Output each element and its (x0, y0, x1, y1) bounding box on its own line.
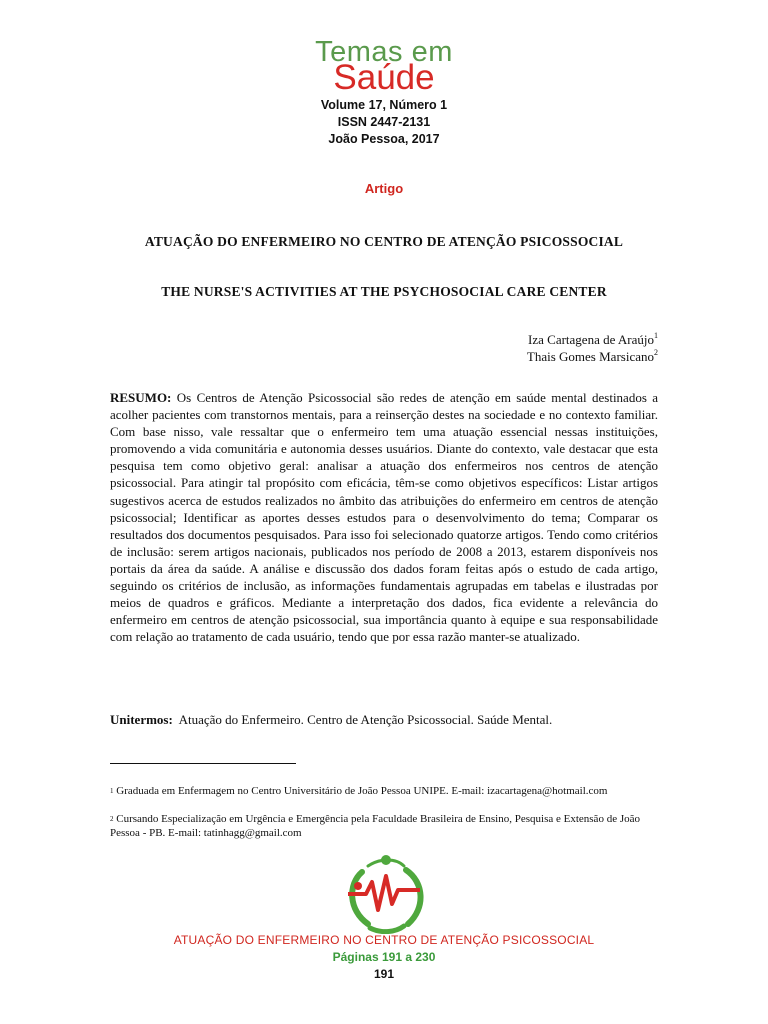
abstract-text: Os Centros de Atenção Psicossocial são redes de atenção em saúde mental destinados a acolher pacientes com transtornos mentais, para a reinserção destes na sociedade e no contexto familiar. Com base nisso, vale ressaltar que o enfermeiro tem uma atuação essencial nessas instituições, promovendo a vida comunitária e autonomia desses usuários. Diante do contexto, vale destacar que esta pesquisa tem como objetivo geral: analisar a atuação dos enfermeiros nos centros de atenção psicossocial. Para atingir tal propósito com eficácia, têm-se como objetivos específicos: Listar artigos sugestivos acerca de estudos realizados no âmbito das atribuições do enfermeiro em centros de atenção psicossocial; Identificar as aportes desses estudos para o desenvolvimento do tema; Comparar os resultados dos documentos pesquisados. Para isso foi selecionado quatorze artigos. Tendo como critérios de inclusão: serem artigos nacionais, publicados nos período de 2008 a 2013, estarem disponíveis nos portais da área da saúde. A análise e discussão dos dados foram feitas após o estudo de cada artigo, seguindo os critérios de inclusão, as informações fundamentais agrupadas em tabelas e ilustradas por meios de quadros e gráficos. Mediante a interpretação dos dados, fica evidente a relevância do enfermeiro em centros de atenção psicossocial, sua importância quanto à equipe e sua responsabilidade com relação ao tratamento de cada usuário, tendo que por essa razão manter-se atualizado. (110, 390, 659, 645)
title-english: THE NURSE'S ACTIVITIES AT THE PSYCHOSOCIAL CARE CENTER (161, 284, 607, 299)
footnote-separator (110, 763, 296, 764)
page-number: 191 (373, 967, 395, 981)
section-label: Artigo (364, 181, 404, 196)
running-title: ATUAÇÃO DO ENFERMEIRO NO CENTRO DE ATENÇÃO PSICOSSOCIAL (173, 933, 595, 947)
journal-logo-line1: Temas em (315, 36, 453, 68)
footnote-mark: 1 (110, 787, 114, 795)
author-footnote-mark: 1 (654, 331, 658, 340)
journal-issn: ISSN 2447-2131 (337, 115, 431, 129)
abstract (110, 389, 658, 645)
author-name: Iza Cartagena de Araújo (528, 332, 654, 347)
author-2 (527, 349, 658, 365)
footnote-text: Graduada em Enfermagem no Centro Universitário de João Pessoa UNIPE. E-mail: izacartagena@hotmail.com (116, 785, 608, 797)
footnote-1 (110, 784, 658, 798)
footnote-mark: 2 (110, 815, 114, 823)
keywords (110, 712, 670, 728)
keywords-label: Unitermos: (110, 712, 173, 727)
page-range: Páginas 191 a 230 (332, 950, 436, 964)
journal-emblem-icon (340, 852, 430, 934)
author-1 (528, 332, 658, 348)
journal-volume: Volume 17, Número 1 (320, 98, 448, 112)
author-footnote-mark: 2 (654, 348, 658, 357)
keywords-text: Atuação do Enfermeiro. Centro de Atenção Psicossocial. Saúde Mental. (178, 712, 553, 727)
title-portuguese: ATUAÇÃO DO ENFERMEIRO NO CENTRO DE ATENÇÃO PSICOSSOCIAL (144, 234, 624, 249)
author-name: Thais Gomes Marsicano (526, 349, 654, 364)
footnote-text: Cursando Especialização em Urgência e Emergência pela Faculdade Brasileira de Ensino, Pesquisa e Extensão de João Pessoa - PB. E-mail: tatinhagg@gmail.com (110, 813, 640, 839)
footnote-2 (110, 812, 658, 840)
journal-place-year: João Pessoa, 2017 (328, 132, 440, 146)
abstract-label: RESUMO: (110, 390, 172, 405)
journal-logo-line2: Saúde (333, 58, 435, 97)
